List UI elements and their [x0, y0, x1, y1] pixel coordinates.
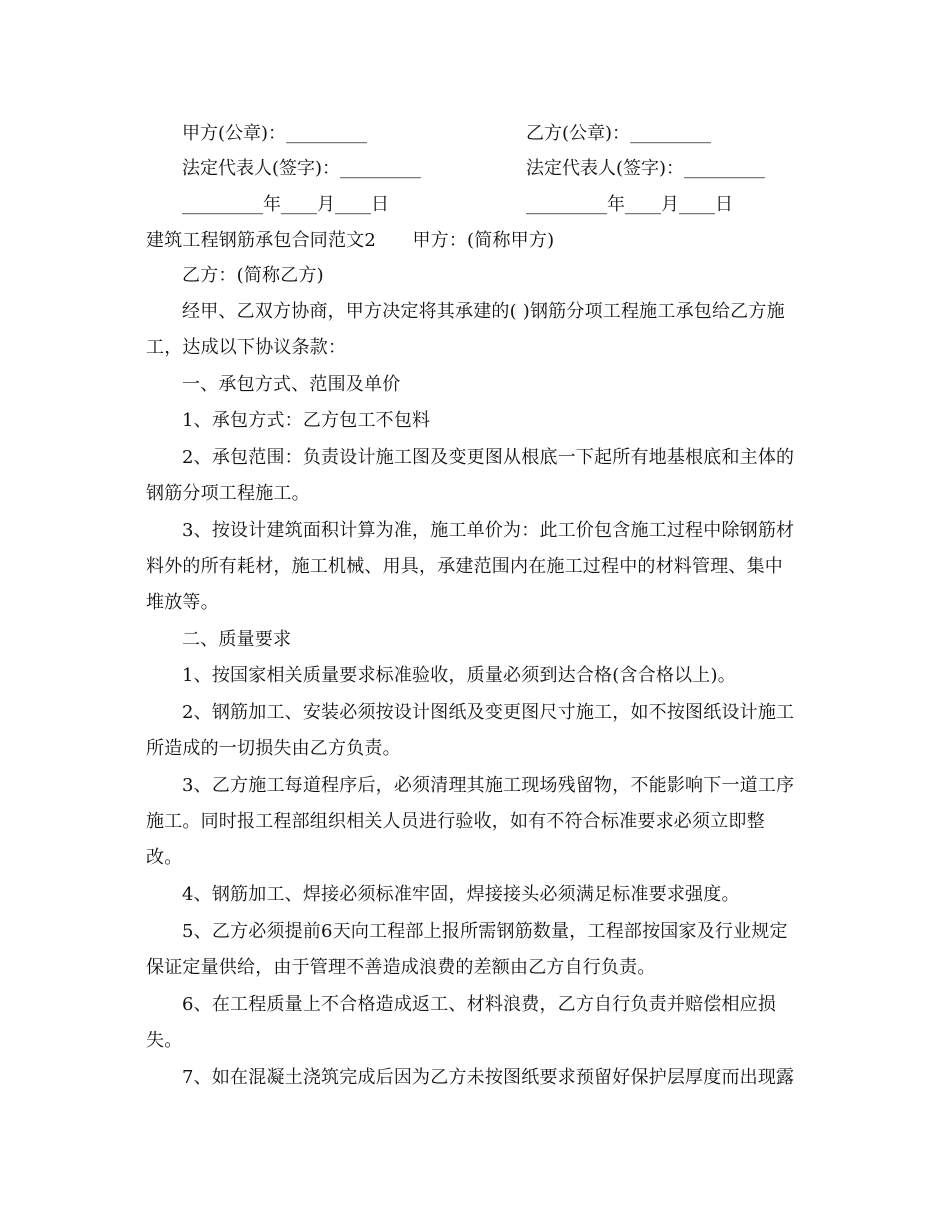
- section-2-item-4: 4、钢筋加工、焊接必须标准牢固，焊接接头必须满足标准要求强度。: [182, 884, 740, 905]
- party-a-representative-line: 法定代表人(签字)：_________: [182, 158, 422, 179]
- section-2-item-5-line-2: 保证定量供给，由于管理不善造成浪费的差额由乙方自行负责。: [146, 957, 656, 978]
- section-1-item-3-line-3: 堆放等。: [146, 592, 219, 613]
- section-1-item-3-line-2: 料外的所有耗材，施工机械、用具，承建范围内在施工过程中的材料管理、集中: [146, 556, 783, 577]
- section-2-item-6-line-1: 6、在工程质量上不合格造成返工、材料浪费，乙方自行负责并赔偿相应损: [182, 994, 777, 1015]
- party-b-seal-line: 乙方(公章)：_________: [526, 123, 712, 144]
- section-2-title: 二、质量要求: [182, 629, 292, 650]
- section-2-item-7-line-1: 7、如在混凝土浇筑完成后因为乙方未按图纸要求预留好保护层厚度而出现露: [182, 1067, 795, 1088]
- party-a-seal-line: 甲方(公章)：_________: [182, 123, 368, 144]
- section-2-item-5-line-1: 5、乙方必须提前6天向工程部上报所需钢筋数量，工程部按国家及行业规定: [182, 921, 788, 942]
- section-2-item-2-line-1: 2、钢筋加工、安装必须按设计图纸及变更图尺寸施工，如不按图纸设计施工: [182, 702, 795, 723]
- section-2-item-2-line-2: 所造成的一切损失由乙方负责。: [146, 738, 401, 759]
- section-2-item-1: 1、按国家相关质量要求标准验收，质量必须到达合格(含合格以上)。: [182, 665, 736, 686]
- party-b-representative-line: 法定代表人(签字)：_________: [526, 158, 766, 179]
- section-2-item-3-line-2: 施工。同时报工程部组织相关人员进行验收，如有不符合标准要求必须立即整: [146, 811, 765, 832]
- section-2-item-3-line-1: 3、乙方施工每道程序后，必须清理其施工现场残留物，不能影响下一道工序: [182, 775, 795, 796]
- document-title-line: 建筑工程钢筋承包合同范文2 甲方：(简称甲方): [146, 230, 555, 251]
- party-b-line: 乙方：(简称乙方): [182, 265, 324, 286]
- section-1-item-2-line-1: 2、承包范围：负责设计施工图及变更图从根底一下起所有地基根底和主体的: [182, 447, 795, 468]
- section-1-item-3-line-1: 3、按设计建筑面积计算为准，施工单价为：此工价包含施工过程中除钢筋材: [182, 520, 795, 541]
- section-1-title: 一、承包方式、范围及单价: [182, 374, 401, 395]
- party-b-date-line: _________年____月____日: [526, 194, 733, 215]
- section-2-item-6-line-2: 失。: [146, 1030, 183, 1051]
- intro-paragraph-line-2: 工，达成以下协议条款：: [146, 337, 347, 358]
- section-1-item-1: 1、承包方式：乙方包工不包料: [182, 410, 431, 431]
- party-a-date-line: _________年____月____日: [182, 194, 389, 215]
- section-2-item-3-line-3: 改。: [146, 847, 183, 868]
- section-1-item-2-line-2: 钢筋分项工程施工。: [146, 483, 310, 504]
- intro-paragraph-line-1: 经甲、乙双方协商，甲方决定将其承建的( )钢筋分项工程施工承包给乙方施: [182, 301, 785, 322]
